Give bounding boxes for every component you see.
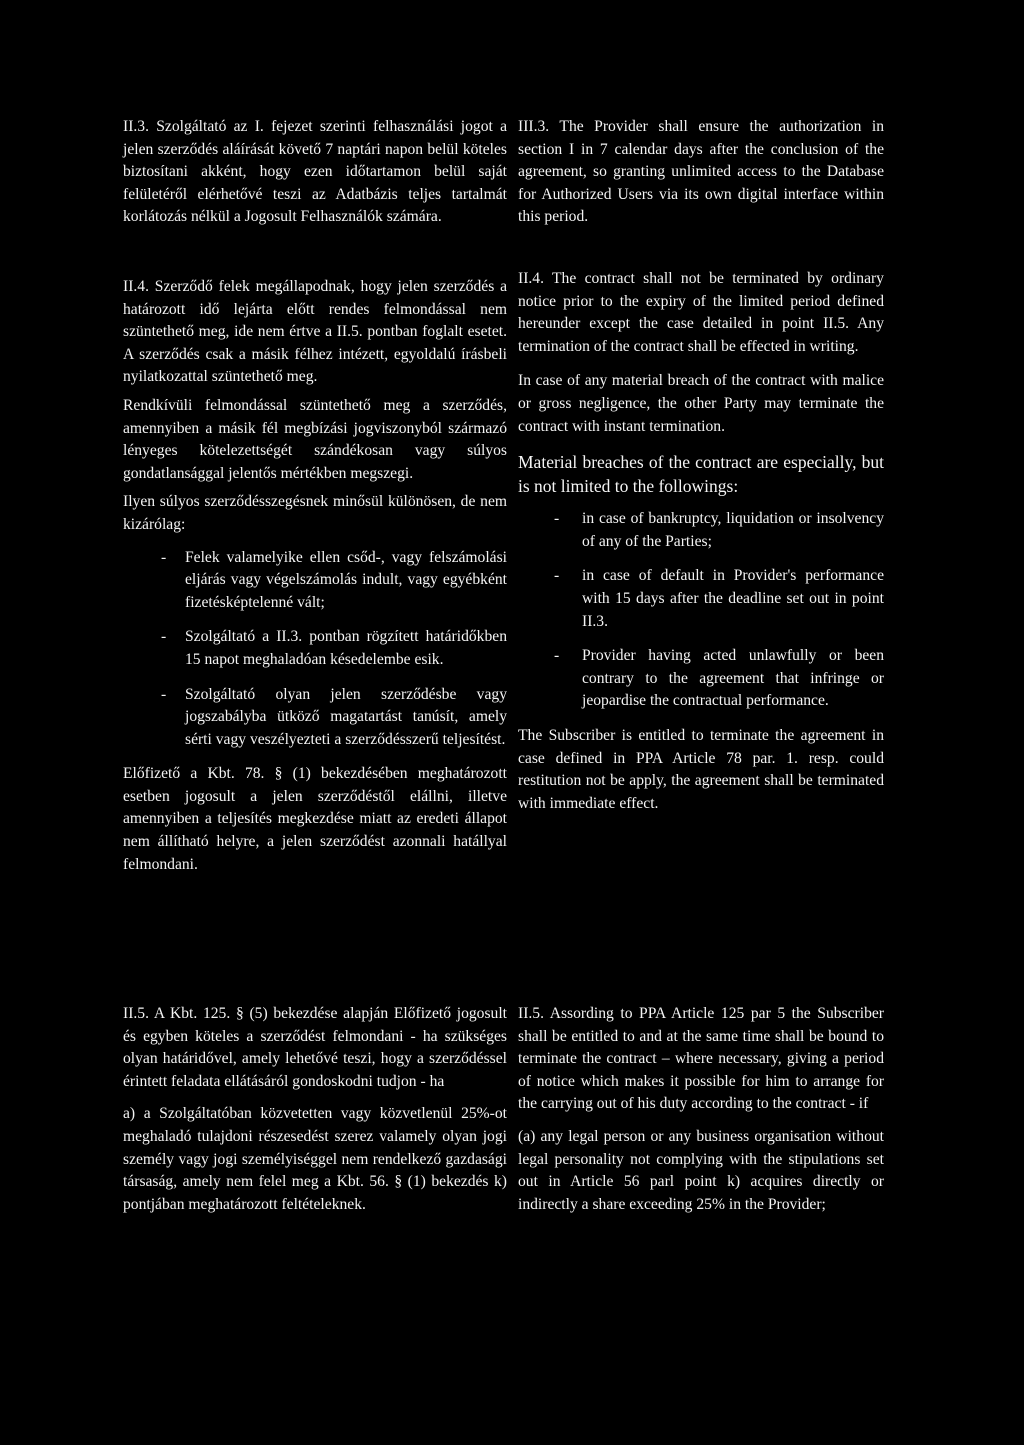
section-2-4-en (518, 268, 884, 815)
paragraph: The Subscriber is entitled to terminate the agreement in case defined in PPA Article 78 par. 1. resp. could restitution not be apply, the agreement shall be terminated with immediate effect. (518, 726, 884, 812)
section-number: III.3. (518, 118, 550, 135)
section-number: II.4. (518, 270, 544, 287)
section-2-4-hu (123, 276, 507, 876)
list-item: - in case of bankruptcy, liquidation or insolvency of any of the Parties; (554, 510, 884, 550)
section-2-3-en (518, 116, 884, 229)
breach-list (123, 547, 507, 752)
section-number: II.4. (123, 278, 149, 295)
list-item: - Szolgáltató a II.3. pontban rögzített határidőkben 15 napot meghaladóan késedelembe esik. (161, 628, 507, 668)
paragraph: Rendkívüli felmondással szüntethető meg a szerződés, amennyiben a másik fél megbízási jogviszonyból származó lényeges kötelezettségét szándékosan vagy súlyos gondatlansággal jelentős mértékben megszegi. (123, 396, 507, 482)
list-item: - Provider having acted unlawfully or been contrary to the agreement that infringe or jeopardise the contractual performance. (554, 647, 884, 710)
dash-bullet: - (161, 548, 167, 566)
paragraph: In case of any material breach of the contract with malice or gross negligence, the other Party may terminate the contract with instant termination. (518, 372, 884, 435)
list-item: - Szolgáltató olyan jelen szerződésbe vagy jogszabályba ütköző magatartást tanúsít, amely sérti vagy veszélyezteti a szerződésszerű teljesítést. (161, 685, 507, 748)
paragraph: A Kbt. 125. § (5) bekezdése alapján Előfizető jogosult és egyben köteles a szerződést felmondani - ha szükséges olyan határidővel, amely lehetővé teszi, hogy a szerződéssel érintett feladata ellátásáról gondoskodni tudjon - ha (123, 1005, 507, 1090)
paragraph: Material breaches of the contract are especially, but is not limited to the followings: (518, 452, 884, 497)
paragraph: (a) any legal person or any business organisation without legal personality not complying with the stipulations set out in Article 56 parl point k) acquires directly or indirectly a share exceeding 25% in the Provider; (518, 1127, 884, 1213)
section-text: Szolgáltató az I. fejezet szerinti felhasználási jogot a jelen szerződés aláírását követő 7 naptári napon belül köteles biztosítani akként, hogy ezen időtartamon belül saját felületéről elérhetővé teszi az Adatbázis teljes tartalmát korlátozás nélkül a Jogosult Felhasználók számára. (123, 118, 507, 226)
section-number: II.5. (518, 1005, 544, 1022)
paragraph: The contract shall not be terminated by ordinary notice prior to the expiry of the limited period defined hereunder except the case detailed in point II.5. Any termination of the contract shall be effected in writing. (518, 270, 884, 355)
section-2-5-hu (123, 1003, 507, 1216)
list-item: - in case of default in Provider's performance with 15 days after the deadline set out in point II.3. (554, 567, 884, 630)
section-2-3-hu (123, 116, 507, 229)
breach-list (518, 508, 884, 713)
dash-bullet: - (554, 647, 560, 665)
section-2-5-en (518, 1003, 884, 1216)
paragraph: Szerződő felek megállapodnak, hogy jelen szerződés a határozott idő lejárta előtt rendes felmondással nem szüntethető meg, ide nem értve a II.5. pontban foglalt esetet. A szerződés csak a másik félhez intézett, egyoldalú írásbeli nyilatkozattal szüntethető meg. (123, 278, 507, 386)
paragraph: Előfizető a Kbt. 78. § (1) bekezdésében meghatározott esetben jogosult a jelen szerződéstől elállni, illetve amennyiben a teljesítés megkezdése miatt az eredeti állapot nem állítható helyre, a jelen szerződést azonnali hatállyal felmondani. (123, 765, 507, 873)
paragraph: a) a Szolgáltatóban közvetetten vagy közvetlenül 25%-ot meghaladó tulajdoni részesedést szerez valamely olyan jogi személy vagy jogi személyiséggel nem rendelkező gazdasági társaság, amely nem felel meg a Kbt. 56. § (1) bekezdés k) pontjában meghatározott feltételeknek. (123, 1105, 507, 1213)
paragraph: Ilyen súlyos szerződésszegésnek minősül különösen, de nem kizárólag: (123, 493, 507, 533)
section-number: II.5. (123, 1005, 149, 1022)
dash-bullet: - (161, 685, 167, 703)
section-text: The Provider shall ensure the authorization in section I in 7 calendar days after the conclusion of the agreement, so granting unlimited access to the Database for Authorized Users via its own digital interface within this period. (518, 118, 885, 226)
paragraph: Assording to PPA Article 125 par 5 the Subscriber shall be entitled to and at the same time shall be bound to terminate the contract – where necessary, giving a period of notice which makes it possible for him to arrange for the carrying out of his duty according to the contract - if (518, 1005, 884, 1113)
list-item: - Felek valamelyike ellen csőd-, vagy felszámolási eljárás vagy végelszámolás indult, vagy egyébként fizetésképtelenné vált; (161, 548, 507, 611)
dash-bullet: - (554, 567, 560, 585)
section-number: II.3. (123, 118, 149, 135)
dash-bullet: - (161, 628, 167, 646)
dash-bullet: - (554, 510, 560, 528)
